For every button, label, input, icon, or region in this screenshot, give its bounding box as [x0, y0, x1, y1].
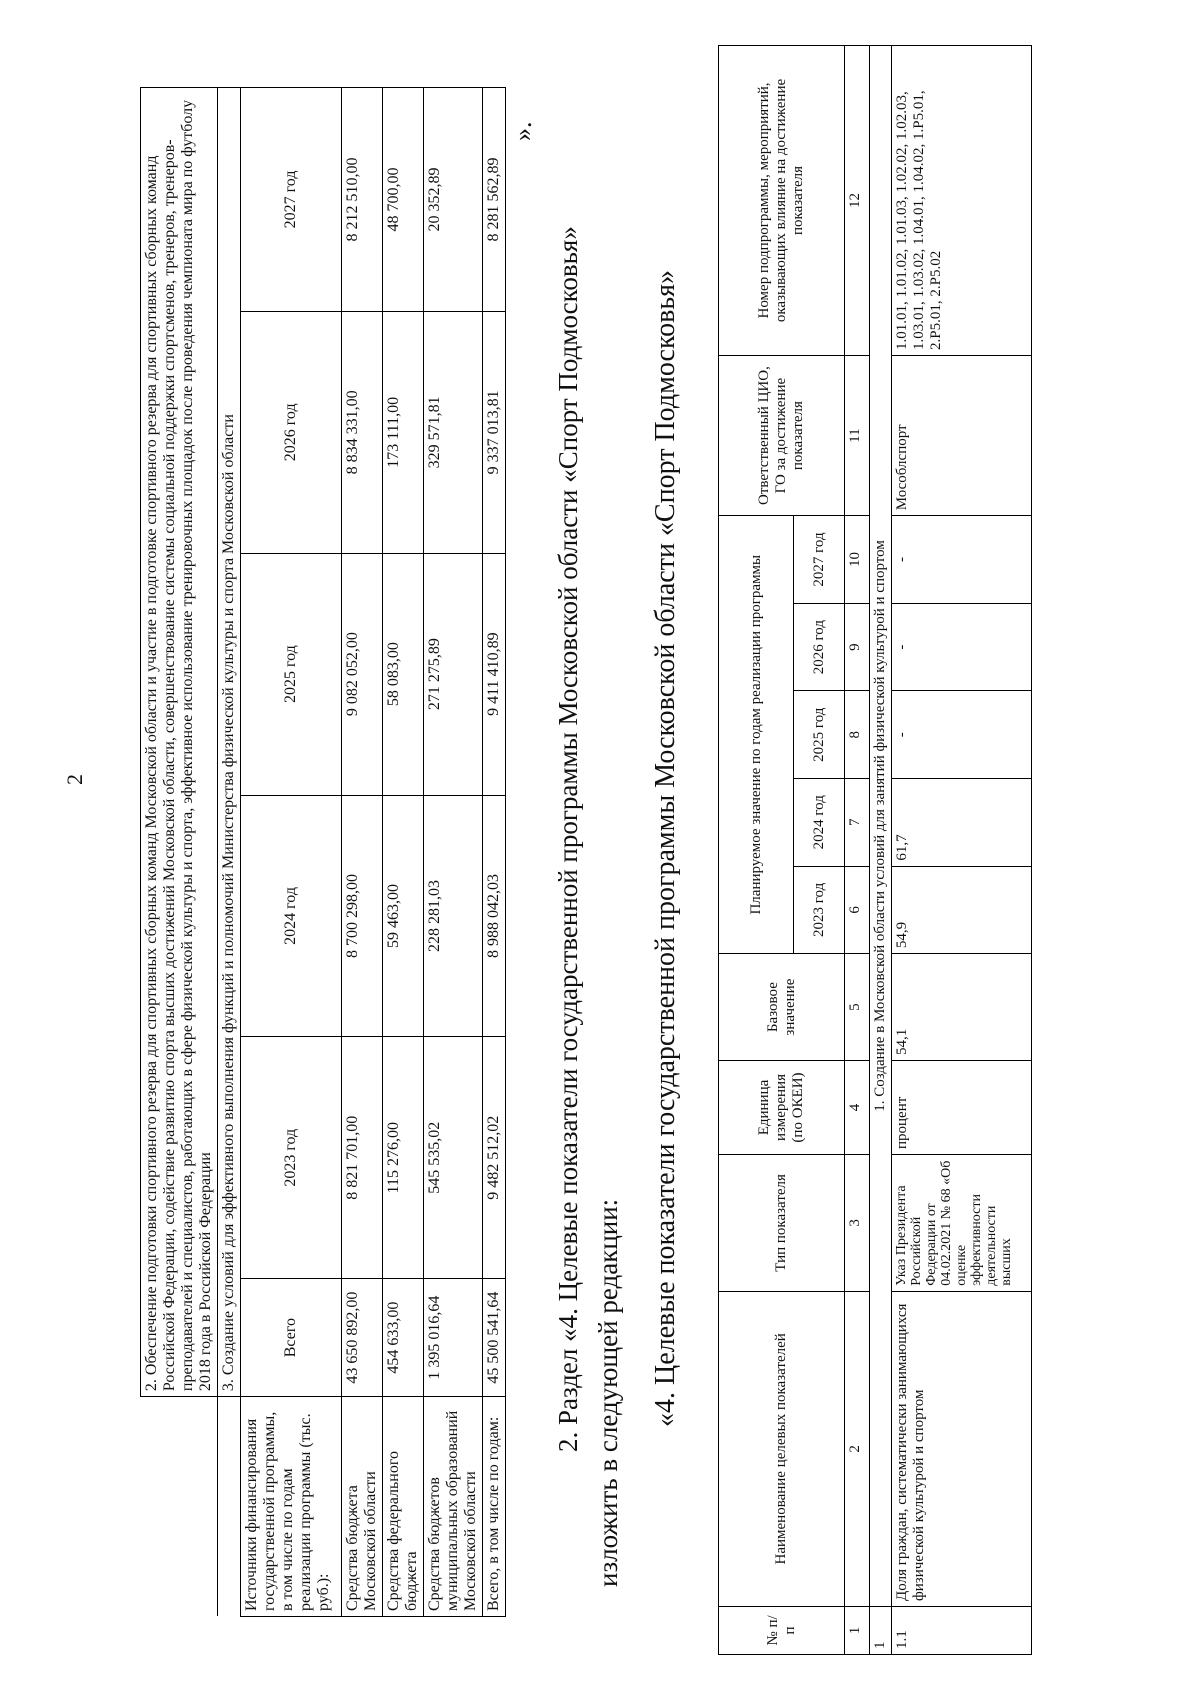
- section-title: 1. Создание в Московской области условий для занятий физической культурой и спортом: [870, 46, 892, 1607]
- row-2025: -: [892, 691, 1032, 779]
- cell: 228 281,03: [424, 795, 483, 1037]
- row-2024: 61,7: [892, 778, 1032, 866]
- cell: 8 988 042,03: [483, 795, 506, 1037]
- row-type: Указ Президента Российской Федерации от 04.02.2021 № 68 «Об оценке эффективности деятельности высших: [892, 1155, 1032, 1292]
- cell: 545 535,02: [424, 1037, 483, 1279]
- row-2023: 54,9: [892, 866, 1032, 954]
- row-2026: -: [892, 603, 1032, 691]
- table-row: [483, 88, 506, 1617]
- header-year-2026: 2026 год: [794, 603, 845, 691]
- header-planned: Планируемое значение по годам реализации программы: [719, 516, 794, 954]
- col-2024: 2024 год: [241, 795, 342, 1037]
- col-number: 9: [845, 603, 870, 691]
- cell: 8 700 298,00: [342, 795, 383, 1037]
- row-label: Средства бюджетов муниципальных образований Московской области: [424, 1397, 483, 1617]
- col-number: 3: [845, 1155, 870, 1292]
- col-number: 7: [845, 778, 870, 866]
- goal-row-3: 3. Создание условий для эффективного выполнения функций и полномочий Министерства физической культуры и спорта Московской области: [218, 88, 241, 1397]
- funding-header-label: Источники финансирования государственной программы, в том числе по годам реализации программы (тыс. руб.):: [241, 1397, 342, 1617]
- goal-row-2: 2. Обеспечение подготовки спортивного резерва для спортивных сборных команд Московской области и участие в подготовке спортивного резерва для спортивных сборных команд Российской Федерации, содействие развитию спорта высших достижений Московской области, совершенствование системы социальной поддержки спортсменов, тренеров, тренеров-преподавателей и специалистов, работающих в сфере физической культуры и спорта, эффективное использование тренировочных площадок после проведения чемпионата мира по футболу 2018 года в Российской Федерации: [141, 88, 218, 1397]
- col-number: 4: [845, 1061, 870, 1155]
- row-unit: процент: [892, 1061, 1032, 1155]
- table-row: [342, 88, 383, 1617]
- header-year-2023: 2023 год: [794, 866, 845, 954]
- cell: 1 395 016,64: [424, 1279, 483, 1397]
- cell: 48 700,00: [383, 88, 424, 312]
- cell: 45 500 541,64: [483, 1279, 506, 1397]
- row-label: Средства федерального бюджета: [383, 1397, 424, 1617]
- header-year-2024: 2024 год: [794, 778, 845, 866]
- col-number: 1: [845, 1606, 870, 1654]
- col-2027: 2027 год: [241, 88, 342, 312]
- cell: 9 082 052,00: [342, 553, 383, 795]
- header-year-2027: 2027 год: [794, 516, 845, 604]
- cell: 8 834 331,00: [342, 311, 383, 553]
- col-number: 10: [845, 516, 870, 604]
- header-subprogram: Номер подпрограммы, мероприятий, оказывающих влияние на достижение показателя: [719, 46, 845, 356]
- col-2023: 2023 год: [241, 1037, 342, 1279]
- cell: 454 633,00: [383, 1279, 424, 1397]
- col-number: 11: [845, 355, 870, 515]
- closing-quote: ».: [508, 121, 537, 141]
- table-row: [892, 46, 1032, 1655]
- cell: 115 276,00: [383, 1037, 424, 1279]
- table-row: [424, 88, 483, 1617]
- table-row: [383, 88, 424, 1617]
- row-responsible: Мособлспорт: [892, 355, 1032, 515]
- col-number: 12: [845, 46, 870, 356]
- cell: 59 463,00: [383, 795, 424, 1037]
- cell: 9 482 512,02: [483, 1037, 506, 1279]
- col-number: 8: [845, 691, 870, 779]
- section-row: [870, 46, 892, 1655]
- col-number: 5: [845, 954, 870, 1061]
- row-subprograms: 1.01.01, 1.01.02, 1.01.03, 1.02.02, 1.02.03, 1.03.01, 1.03.02, 1.04.01, 1.04.02, 1.P5.01, 2.P5.01, 2.P5.02: [892, 46, 1032, 356]
- row-name: Доля граждан, систематически занимающихся физической культурой и спортом: [892, 1291, 1032, 1606]
- cell: 8 821 701,00: [342, 1037, 383, 1279]
- header-type: Тип показателя: [719, 1155, 845, 1292]
- col-total: Всего: [241, 1279, 342, 1397]
- col-number: 6: [845, 866, 870, 954]
- cell: 58 083,00: [383, 553, 424, 795]
- col-2025: 2025 год: [241, 553, 342, 795]
- row-label: Средства бюджета Московской области: [342, 1397, 383, 1617]
- col-2026: 2026 год: [241, 311, 342, 553]
- header-base: Базовое значение: [719, 954, 845, 1061]
- cell: 20 352,89: [424, 88, 483, 312]
- row-2027: -: [892, 516, 1032, 604]
- cell: 43 650 892,00: [342, 1279, 383, 1397]
- cell: 8 212 510,00: [342, 88, 383, 312]
- header-responsible: Ответственный ЦИО, ГО за достижение показателя: [719, 355, 845, 515]
- row-base: 54,1: [892, 954, 1032, 1061]
- funding-table: [140, 87, 506, 1617]
- section-heading: «4. Целевые показатели государственной программы Московской области «Спорт Подмосковья»: [650, 269, 681, 1428]
- header-name: Наименование целевых показателей: [719, 1291, 845, 1606]
- header-year-2025: 2025 год: [794, 691, 845, 779]
- row-label: Всего, в том числе по годам:: [483, 1397, 506, 1617]
- cell: 173 111,00: [383, 311, 424, 553]
- header-num: № п/п: [719, 1606, 845, 1654]
- cell: 8 281 562,89: [483, 88, 506, 312]
- section-instruction: 2. Раздел «4. Целевые показатели государственной программы Московской области «Спорт Подмосковья» изложить в следующей редакции:: [553, 226, 623, 1587]
- cell: 9 411 410,89: [483, 553, 506, 795]
- section-num: 1: [870, 1606, 892, 1654]
- page-number: 2: [62, 774, 87, 785]
- cell: 329 571,81: [424, 311, 483, 553]
- header-unit: Единица измерения (по ОКЕИ): [719, 1061, 845, 1155]
- indicators-table: [718, 45, 1032, 1655]
- col-number: 2: [845, 1291, 870, 1606]
- row-num: 1.1: [892, 1606, 1032, 1654]
- cell: 9 337 013,81: [483, 311, 506, 553]
- cell: 271 275,89: [424, 553, 483, 795]
- column-numbers-row: [845, 46, 870, 1655]
